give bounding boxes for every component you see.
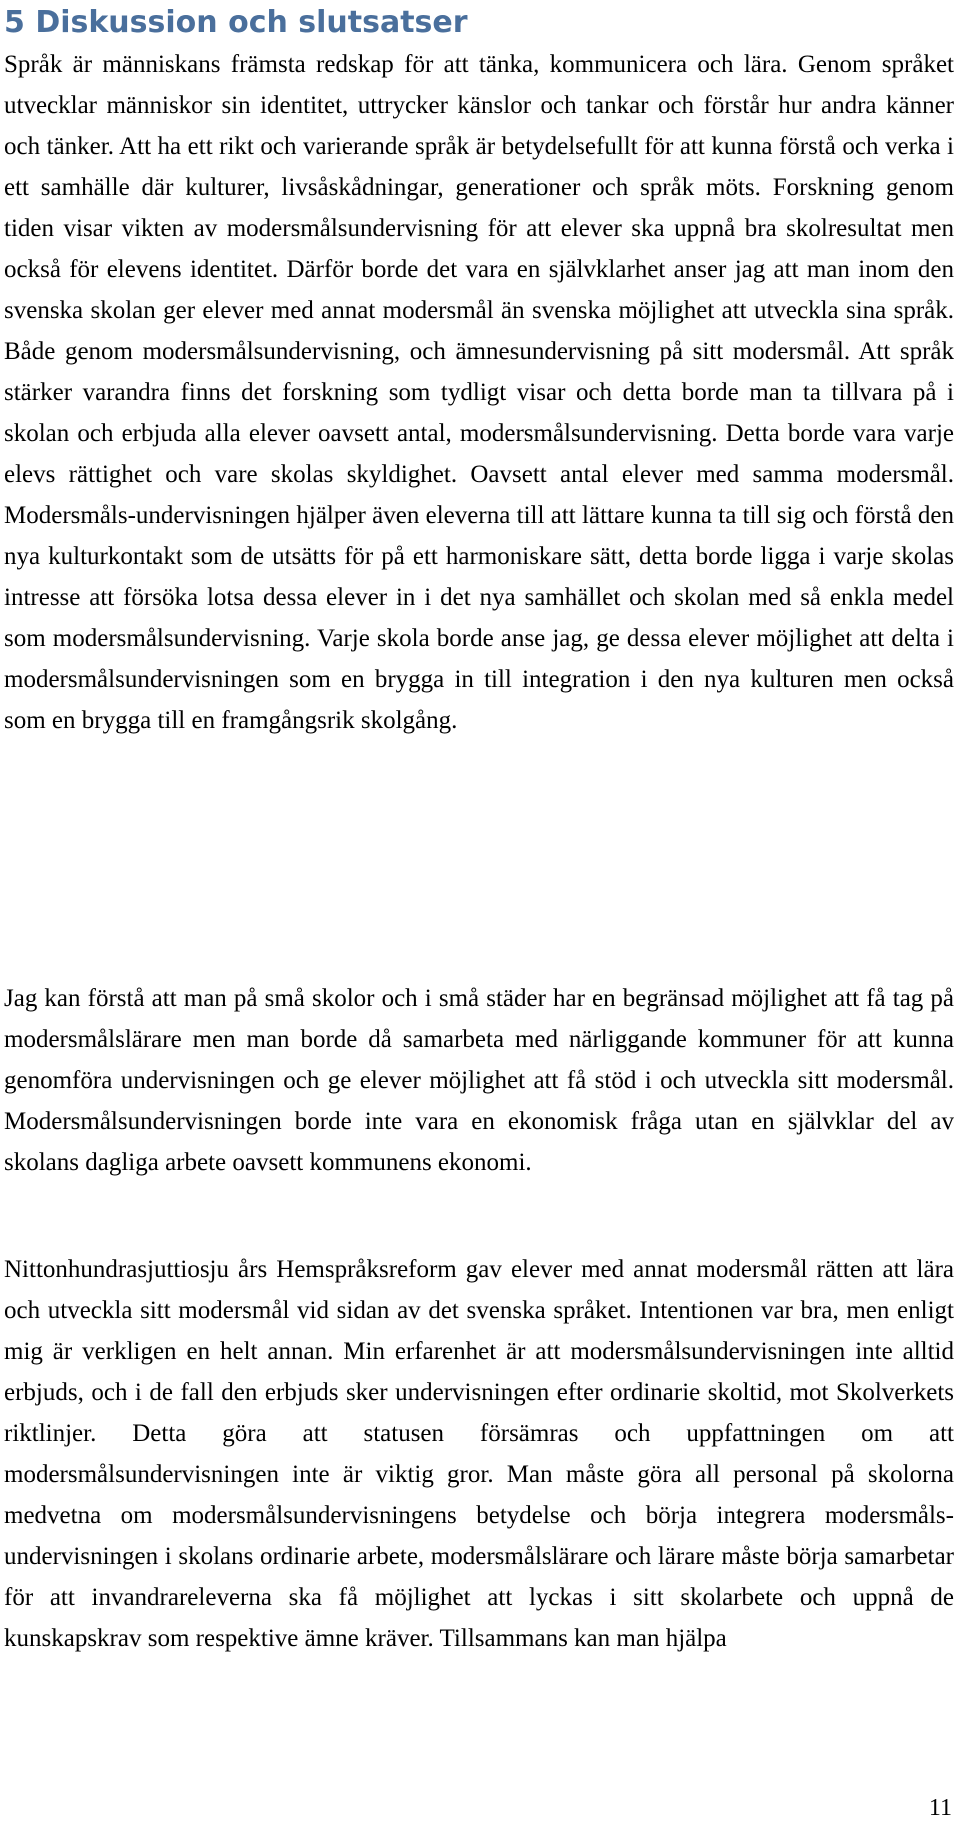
body-paragraph: Språk är människans främsta redskap för att tänka, kommunicera och lära. Genom språket utvecklar människor sin identitet, uttrycker känslor och tankar och förstår hur andra känner och tänker. Att ha ett rikt och varierande språk är betydelsefullt för att kunna förstå och verka i ett samhälle där kulturer, livsåskådningar, generationer och språk möts. Forskning genom tiden visar vikten av modersmålsundervisning för att elever ska uppnå bra skolresultat men också för elevens identitet. Därför borde det vara en självklarhet anser jag att man inom den svenska skolan ger elever med annat modersmål än svenska möjlighet att utveckla sina språk. Både genom modersmålsundervisning, och ämnesundervisning på sitt modersmål. Att språk stärker varandra finns det forskning som tydligt visar och detta borde man ta tillvara på i skolan och erbjuda alla elever oavsett antal, modersmålsundervisning. Detta borde vara varje elevs rättighet och vare skolas skyldighet. Oavsett antal elever med samma modersmål. Modersmåls-undervisningen hjälper även eleverna till att lättare kunna ta till sig och förstå den nya kulturkontakt som de utsätts för på ett harmoniskare sätt, detta borde ligga i varje skolas intresse att försöka lotsa dessa elever in i det nya samhället och skolan med så enkla medel som modersmålsundervisning. Varje skola borde anse jag, ge dessa elever möjlighet att delta i modersmålsundervisningen som en brygga in till integration i den nya kulturen men också som en brygga till en framgångsrik skolgång. <box>4 51 954 734</box>
section-heading: 5 Diskussion och slutsatser <box>4 5 468 40</box>
body-paragraph: Jag kan förstå att man på små skolor och i små städer har en begränsad möjlighet att få tag på modersmålslärare men man borde då samarbeta med närliggande kommuner för att kunna genomföra undervisningen och ge elever möjlighet att få stöd i och utveckla sitt modersmål. Modersmålsundervisningen borde inte vara en ekonomisk fråga utan en självklar del av skolans dagliga arbete oavsett kommunens ekonomi. <box>4 985 954 1176</box>
body-paragraph: Nittonhundrasjuttiosju års Hemspråksreform gav elever med annat modersmål rätten att lära och utveckla sitt modersmål vid sidan av det svenska språket. Intentionen var bra, men enligt mig är verkligen en helt annan. Min erfarenhet är att modersmålsundervisningen inte alltid erbjuds, och i de fall den erbjuds sker undervisningen efter ordinarie skoltid, mot Skolverkets riktlinjer. Detta göra att statusen försämras och uppfattningen om att modersmålsundervisningen inte är viktig gror. Man måste göra all personal på skolorna medvetna om modersmålsundervisningens betydelse och börja integrera modersmåls- undervisningen i skolans ordinarie arbete, modersmålslärare och lärare måste börja samarbetar för att invandrareleverna ska få möjlighet att lyckas i sitt skolarbete och uppnå de kunskapskrav som respektive ämne kräver. Tillsammans kan man hjälpa <box>4 1256 954 1652</box>
page-number: 11 <box>928 1795 952 1821</box>
